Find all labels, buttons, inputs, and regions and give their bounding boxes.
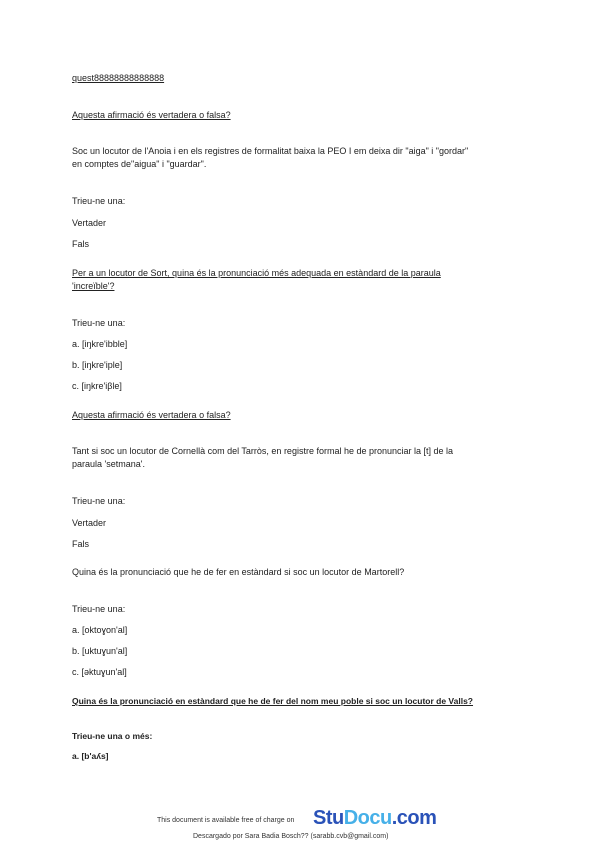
question-2-prompt: Trieu-ne una:	[72, 318, 126, 328]
question-5-option-a[interactable]: a. [b'aʎs]	[72, 751, 109, 761]
question-4-option-a[interactable]: a. [oktoɣon'al]	[72, 625, 128, 635]
question-4-prompt: Trieu-ne una:	[72, 604, 126, 614]
logo-part-docu: Docu	[343, 807, 392, 829]
logo-part-com: .com	[391, 807, 437, 829]
question-3-body-line-1: Tant si soc un locutor de Cornellà com del Tarròs, en registre formal he de pronunciar la [t] de la	[72, 446, 454, 456]
question-3-option-vertader[interactable]: Vertader	[72, 518, 107, 528]
studocu-logo[interactable]	[313, 807, 436, 829]
footer-available-text: This document is available free of charge on	[157, 817, 295, 824]
question-2-option-b[interactable]: b. [iŋkre'iple]	[72, 360, 123, 370]
question-5-prompt: Trieu-ne una o més:	[72, 731, 153, 741]
question-5-title: Quina és la pronunciació en estàndard que he de fer del nom meu poble si soc un locutor de Valls?	[72, 696, 474, 706]
question-3-body-line-2: paraula 'setmana'.	[72, 459, 145, 469]
logo-part-stu: Stu	[313, 807, 344, 829]
question-1-body-line-1: Soc un locutor de l'Anoia i en els registres de formalitat baixa la PEO I em deixa dir "aiga" i "gordar"	[72, 146, 469, 156]
question-1-title: Aquesta afirmació és vertadera o falsa?	[72, 110, 231, 120]
question-3-title: Aquesta afirmació és vertadera o falsa?	[72, 410, 231, 420]
question-1-body-line-2: en comptes de"aigua" i "guardar".	[72, 159, 207, 169]
question-2-option-c[interactable]: c. [iŋkre'iβle]	[72, 381, 122, 391]
question-1-prompt: Trieu-ne una:	[72, 196, 126, 206]
footer-downloaded-by: Descargado por Sara Badia Bosch?? (sarabb.cvb@gmail.com)	[193, 833, 389, 840]
question-3-option-fals[interactable]: Fals	[72, 539, 90, 549]
question-2-option-a[interactable]: a. [iŋkre'ibble]	[72, 339, 128, 349]
question-4-title: Quina és la pronunciació que he de fer en estàndard si soc un locutor de Martorell?	[72, 567, 405, 577]
question-2-title-line-1: Per a un locutor de Sort, quina és la pronunciació més adequada en estàndard de la paraula	[72, 268, 441, 278]
question-2-title-line-2: 'increïble'?	[72, 281, 115, 291]
question-4-option-c[interactable]: c. [əktuɣun'al]	[72, 667, 127, 677]
question-3-prompt: Trieu-ne una:	[72, 496, 126, 506]
question-4-option-b[interactable]: b. [uktuɣun'al]	[72, 646, 128, 656]
question-1-option-vertader[interactable]: Vertader	[72, 218, 107, 228]
question-1-option-fals[interactable]: Fals	[72, 239, 90, 249]
user-heading: quest88888888888888	[72, 73, 165, 83]
